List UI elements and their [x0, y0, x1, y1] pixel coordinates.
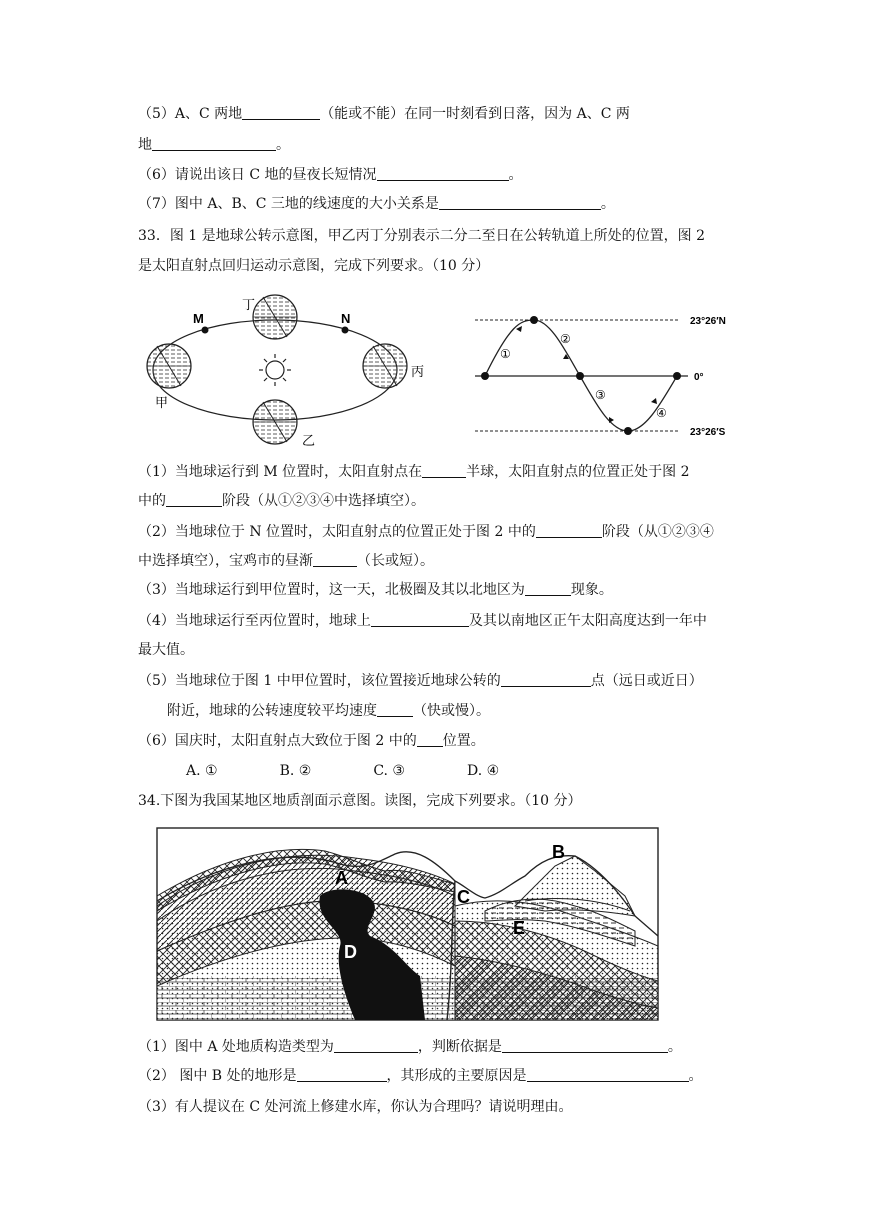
- earth-bing: [363, 344, 407, 388]
- stage-3-label: ③: [595, 388, 606, 402]
- choice-a[interactable]: A. ①: [186, 763, 218, 779]
- answer-blank[interactable]: [422, 463, 466, 478]
- label-d: D: [344, 942, 357, 962]
- q33-intro-line1: 33．图 1 是地球公转示意图，甲乙丙丁分别表示二分二至日在公转轨道上所处的位置，图 2: [138, 228, 705, 244]
- label-tropic-north: 23°26′N: [690, 316, 726, 327]
- q33-sub1b: 中的 阶段（从①②③④中选择填空）。: [138, 493, 425, 509]
- q33-sub1a: （1）当地球运行到 M 位置时，太阳直射点在 半球，太阳直射点的位置正处于图 2: [138, 464, 690, 480]
- label-a: A: [335, 868, 348, 888]
- q32-line7: （7）图中 A、B、C 三地的线速度的大小关系是 。: [138, 196, 615, 212]
- q32-line5b: 地 。: [138, 137, 290, 153]
- answer-blank[interactable]: [297, 1067, 387, 1082]
- q33-sub6: （6）国庆时，太阳直射点大致位于图 2 中的 位置。: [138, 733, 485, 749]
- stage-4-label: ④: [656, 406, 667, 420]
- q33-choices: [186, 761, 561, 781]
- label-n: N: [341, 311, 351, 326]
- earth-jia: [147, 344, 191, 388]
- label-tropic-south: 23°26′S: [690, 427, 726, 438]
- answer-blank[interactable]: [377, 702, 413, 717]
- choice-b[interactable]: B. ②: [279, 763, 312, 779]
- answer-blank[interactable]: [502, 1038, 668, 1053]
- sun-icon: [259, 354, 291, 386]
- answer-blank[interactable]: [439, 195, 601, 210]
- point-n: [342, 327, 349, 334]
- earth-ding: [253, 295, 297, 339]
- answer-blank[interactable]: [536, 523, 602, 538]
- answer-blank[interactable]: [313, 552, 357, 567]
- answer-blank[interactable]: [334, 1038, 418, 1053]
- q34-sub3: （3）有人提议在 C 处河流上修建水库，你认为合理吗？请说明理由。: [138, 1099, 573, 1115]
- label-bing: 丙: [411, 364, 425, 379]
- q32-line6: （6）请说出该日 C 地的昼夜长短情况 。: [138, 167, 523, 183]
- choice-c[interactable]: C. ③: [373, 763, 405, 779]
- choice-d[interactable]: D. ④: [466, 763, 500, 779]
- answer-blank[interactable]: [371, 612, 469, 627]
- label-ding: 丁: [242, 297, 256, 312]
- q34-sub1: （1）图中 A 处地质构造类型为 ，判断依据是 。: [138, 1039, 682, 1055]
- answer-blank[interactable]: [242, 105, 320, 120]
- label-e: E: [513, 918, 526, 938]
- geology-profile-diagram: [155, 826, 660, 1022]
- label-jia: 甲: [155, 395, 169, 410]
- answer-blank[interactable]: [152, 136, 276, 151]
- q33-sub5a: （5）当地球位于图 1 中甲位置时，该位置接近地球公转的 点（远日或近日）: [138, 673, 703, 689]
- label-equator: 0°: [694, 372, 704, 383]
- q32-line5a: （5）A、C 两地 （能或不能）在同一时刻看到日落，因为 A、C 两: [138, 106, 630, 122]
- answer-blank[interactable]: [527, 1067, 689, 1082]
- answer-blank[interactable]: [166, 492, 222, 507]
- earth-yi: [253, 400, 297, 444]
- q33-intro-line2: 是太阳直射点回归运动示意图，完成下列要求。（10 分）: [138, 258, 490, 274]
- q33-sub2b: 中选择填空），宝鸡市的昼渐 （长或短）。: [138, 553, 434, 569]
- orbit-diagram: [135, 292, 440, 452]
- q33-sub2a: （2）当地球位于 N 位置时，太阳直射点的位置正处于图 2 中的 阶段（从①②③④: [138, 524, 714, 540]
- q33-sub5b: 附近，地球的公转速度较平均速度 （快或慢）。: [167, 703, 490, 719]
- sun-migration-diagram: [470, 305, 760, 440]
- answer-blank[interactable]: [417, 732, 443, 747]
- q33-sub3: （3）当地球运行到甲位置时，这一天，北极圈及其以北地区为 现象。: [138, 582, 613, 598]
- point-m: [202, 327, 209, 334]
- stage-1-label: ①: [500, 347, 511, 361]
- q33-sub4b: 最大值。: [138, 642, 194, 658]
- answer-blank[interactable]: [525, 581, 571, 596]
- stage-2-label: ②: [560, 332, 571, 346]
- answer-blank[interactable]: [377, 166, 509, 181]
- q34-intro: 34.下图为我国某地区地质剖面示意图。读图，完成下列要求。（10 分）: [138, 793, 582, 809]
- label-c: C: [457, 887, 470, 907]
- label-b: B: [552, 842, 565, 862]
- q34-sub2: （2） 图中 B 处的地形是 ，其形成的主要原因是 。: [138, 1068, 703, 1084]
- label-m: M: [193, 311, 204, 326]
- q33-sub4a: （4）当地球运行至丙位置时，地球上 及其以南地区正午太阳高度达到一年中: [138, 613, 707, 629]
- label-yi: 乙: [302, 433, 316, 448]
- answer-blank[interactable]: [501, 672, 591, 687]
